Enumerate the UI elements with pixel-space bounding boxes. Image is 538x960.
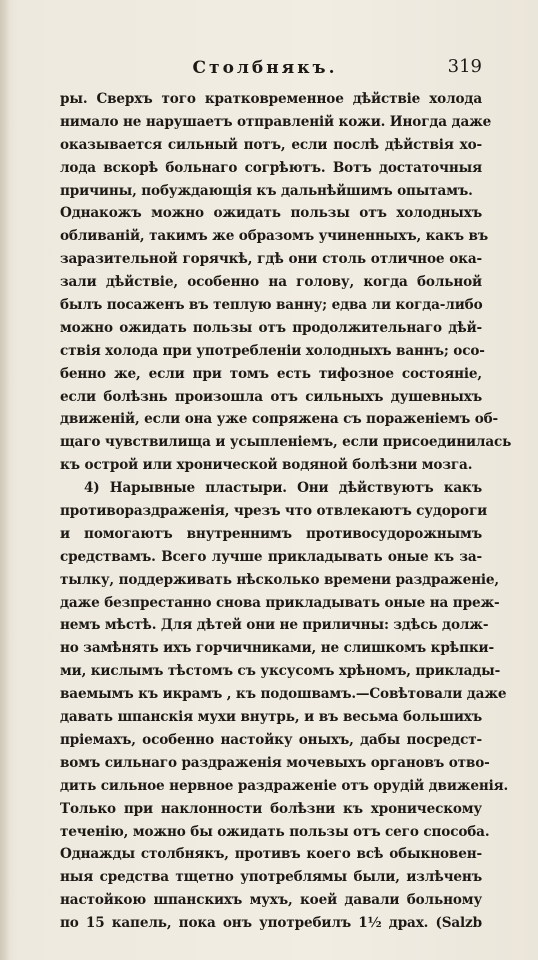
text-line: зали дѣйствіе, особенно на голову, когда больной xyxy=(60,274,482,291)
text-line: тылку, поддерживать нѣсколько времени раздраженіе, xyxy=(60,571,500,588)
text-line: если болѣзнь произошла отъ сильныхъ душевныхъ xyxy=(60,388,482,405)
text-line: лода вскорѣ больнаго согрѣютъ. Вотъ достаточныя xyxy=(60,159,482,176)
text-line: щаго чувствилища и усыпленіемъ, если присоединилась xyxy=(60,434,512,451)
text-line: Только при наклонности болѣзни къ хроническому xyxy=(60,800,482,817)
text-line: ми, кислымъ тѣстомъ съ уксусомъ хрѣномъ, приклады- xyxy=(60,663,501,680)
text-line: заразительной горячкѣ, гдѣ они столь отличное ока- xyxy=(60,251,482,268)
page-header xyxy=(60,56,482,86)
text-line: дить сильное нервное раздраженіе отъ орудій движенія. xyxy=(60,777,509,794)
text-line: немъ мѣстѣ. Для дѣтей они не приличны: здѣсь долж- xyxy=(60,617,489,634)
text-line: вомъ сильнаго раздраженія мочевыхъ органовъ отво- xyxy=(60,754,490,771)
text-line: Однакожъ можно ожидать пользы отъ холодныхъ xyxy=(60,205,482,222)
text-line: ствія холода при употребленіи холодныхъ ваннъ; осо- xyxy=(60,342,485,359)
text-line: былъ посаженъ въ теплую ванну; едва ли когда-либо xyxy=(60,297,483,314)
text-line: обливаній, такимъ же образомъ учиненныхъ, какъ въ xyxy=(60,228,489,245)
text-line: движеній, если она уже сопряжена съ пораженіемъ об- xyxy=(60,411,499,428)
text-line: ваемымъ къ икрамъ , къ подошвамъ.—Совѣтовали даже xyxy=(60,686,507,703)
text-line: ры. Сверхъ того кратковременное дѣйствіе холода xyxy=(60,91,482,107)
text-line: оказывается сильный потъ, если послѣ дѣйствія хо- xyxy=(60,136,482,153)
text-line: но замѣнять ихъ горчичниками, не слишкомъ крѣпки- xyxy=(60,640,494,657)
page-number: 319 xyxy=(447,56,482,77)
text-line: бенно же, если при томъ есть тифозное состояніе, xyxy=(60,365,482,382)
text-line: настойкою шпанскихъ мухъ, коей давали больному xyxy=(60,892,482,909)
text-line: по 15 капель, пока онъ употребилъ 1½ драх. (Salzb xyxy=(60,915,482,932)
text-line: и помогаютъ внутреннимъ противосудорожнымъ xyxy=(60,525,482,542)
text-line: пріемахъ, особенно настойку оныхъ, дабы посредст- xyxy=(60,731,482,748)
body-text xyxy=(60,88,512,935)
text-line: средствамъ. Всего лучше прикладывать оные къ за- xyxy=(60,548,482,565)
text-line: причины, побуждающія къ дальнѣйшимъ опытамъ. xyxy=(60,182,473,199)
text-line: можно ожидать пользы отъ продолжительнаго дѣй- xyxy=(60,319,482,336)
text-line: нимало не нарушаетъ отправленій кожи. Иногда даже xyxy=(60,113,492,130)
text-line: даже безпрестанно снова прикладывать оные на преж- xyxy=(60,594,500,611)
text-line: ныя средства тщетно употреблямы были, излѣченъ xyxy=(60,869,482,886)
text-line: давать шпанскія мухи внутрь, и въ весьма большихъ xyxy=(60,709,482,726)
text-line: къ острой или хронической водяной болѣзни мозга. xyxy=(60,457,473,474)
page-gutter-shadow xyxy=(0,0,10,960)
running-title: Столбнякъ. xyxy=(192,58,338,78)
section-heading-line: 4) Нарывные пластыри. Они дѣйствуютъ какъ xyxy=(84,480,482,497)
text-line: противораздраженія, чрезъ что отвлекаютъ судороги xyxy=(60,503,488,520)
text-line: Однажды столбнякъ, противъ коего всѣ обыкновен- xyxy=(60,846,482,863)
text-line: теченію, можно бы ожидать пользы отъ сего способа. xyxy=(60,823,490,840)
